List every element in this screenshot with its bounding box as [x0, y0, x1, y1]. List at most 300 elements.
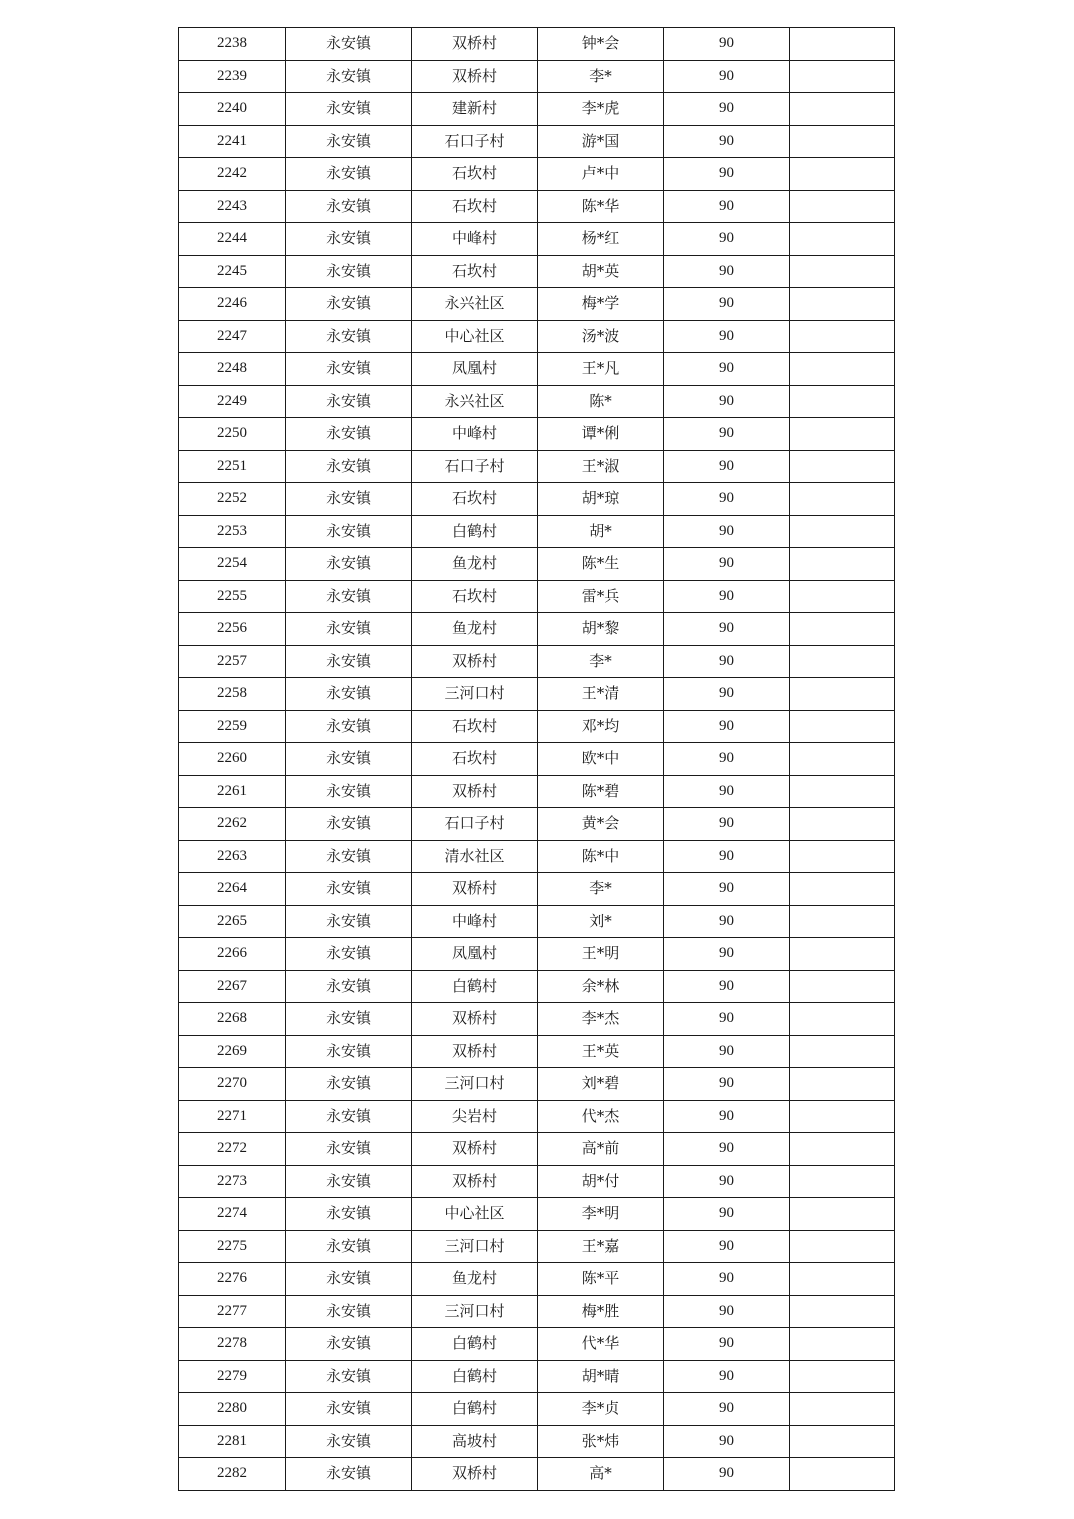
cell-note — [790, 1425, 895, 1458]
cell-town: 永安镇 — [286, 1198, 412, 1231]
cell-town: 永安镇 — [286, 385, 412, 418]
table-row — [179, 93, 895, 126]
table-row — [179, 743, 895, 776]
table-row — [179, 905, 895, 938]
cell-village: 白鹤村 — [412, 1360, 538, 1393]
cell-amount: 90 — [664, 483, 790, 516]
cell-amount: 90 — [664, 288, 790, 321]
cell-name: 王*英 — [538, 1035, 664, 1068]
cell-town: 永安镇 — [286, 158, 412, 191]
cell-town: 永安镇 — [286, 515, 412, 548]
cell-number: 2272 — [179, 1133, 286, 1166]
cell-amount: 90 — [664, 515, 790, 548]
cell-village: 建新村 — [412, 93, 538, 126]
cell-name: 李*贞 — [538, 1393, 664, 1426]
cell-town: 永安镇 — [286, 190, 412, 223]
cell-amount: 90 — [664, 1295, 790, 1328]
cell-number: 2254 — [179, 548, 286, 581]
table-row — [179, 385, 895, 418]
cell-amount: 90 — [664, 808, 790, 841]
cell-name: 李*虎 — [538, 93, 664, 126]
cell-name: 高*前 — [538, 1133, 664, 1166]
cell-number: 2242 — [179, 158, 286, 191]
table-row — [179, 483, 895, 516]
cell-name: 李*杰 — [538, 1003, 664, 1036]
cell-village: 高坡村 — [412, 1425, 538, 1458]
cell-name: 梅*学 — [538, 288, 664, 321]
cell-note — [790, 190, 895, 223]
cell-number: 2277 — [179, 1295, 286, 1328]
cell-note — [790, 288, 895, 321]
table-row — [179, 1100, 895, 1133]
cell-number: 2257 — [179, 645, 286, 678]
cell-note — [790, 710, 895, 743]
cell-note — [790, 1035, 895, 1068]
table-row — [179, 1230, 895, 1263]
cell-village: 鱼龙村 — [412, 1263, 538, 1296]
cell-number: 2274 — [179, 1198, 286, 1231]
cell-note — [790, 223, 895, 256]
cell-note — [790, 1393, 895, 1426]
cell-town: 永安镇 — [286, 1295, 412, 1328]
cell-number: 2281 — [179, 1425, 286, 1458]
cell-note — [790, 385, 895, 418]
table-row — [179, 515, 895, 548]
table-row — [179, 223, 895, 256]
cell-town: 永安镇 — [286, 710, 412, 743]
cell-village: 双桥村 — [412, 1035, 538, 1068]
cell-note — [790, 353, 895, 386]
cell-name: 李* — [538, 60, 664, 93]
cell-amount: 90 — [664, 743, 790, 776]
cell-amount: 90 — [664, 385, 790, 418]
table-row — [179, 548, 895, 581]
cell-amount: 90 — [664, 190, 790, 223]
cell-name: 卢*中 — [538, 158, 664, 191]
cell-number: 2250 — [179, 418, 286, 451]
cell-amount: 90 — [664, 1003, 790, 1036]
cell-amount: 90 — [664, 613, 790, 646]
cell-village: 石口子村 — [412, 808, 538, 841]
table-row — [179, 288, 895, 321]
cell-note — [790, 678, 895, 711]
cell-number: 2243 — [179, 190, 286, 223]
cell-note — [790, 418, 895, 451]
cell-number: 2259 — [179, 710, 286, 743]
cell-note — [790, 125, 895, 158]
table-row — [179, 353, 895, 386]
cell-amount: 90 — [664, 1230, 790, 1263]
cell-village: 永兴社区 — [412, 288, 538, 321]
cell-number: 2253 — [179, 515, 286, 548]
cell-number: 2248 — [179, 353, 286, 386]
cell-name: 谭*俐 — [538, 418, 664, 451]
table-row — [179, 1263, 895, 1296]
table-row — [179, 450, 895, 483]
cell-name: 李*明 — [538, 1198, 664, 1231]
cell-village: 双桥村 — [412, 1003, 538, 1036]
table-row — [179, 125, 895, 158]
table-row — [179, 678, 895, 711]
cell-village: 石坎村 — [412, 190, 538, 223]
cell-town: 永安镇 — [286, 450, 412, 483]
cell-town: 永安镇 — [286, 1458, 412, 1491]
cell-note — [790, 1133, 895, 1166]
cell-village: 石坎村 — [412, 743, 538, 776]
cell-town: 永安镇 — [286, 1068, 412, 1101]
subsidy-list-table — [178, 27, 895, 1491]
table-row — [179, 28, 895, 61]
cell-note — [790, 1458, 895, 1491]
cell-amount: 90 — [664, 1360, 790, 1393]
cell-name: 胡*付 — [538, 1165, 664, 1198]
cell-number: 2252 — [179, 483, 286, 516]
cell-name: 陈*平 — [538, 1263, 664, 1296]
cell-note — [790, 613, 895, 646]
cell-number: 2262 — [179, 808, 286, 841]
cell-name: 王*明 — [538, 938, 664, 971]
table-row — [179, 255, 895, 288]
cell-name: 杨*红 — [538, 223, 664, 256]
cell-number: 2251 — [179, 450, 286, 483]
cell-number: 2264 — [179, 873, 286, 906]
cell-town: 永安镇 — [286, 1263, 412, 1296]
cell-village: 中心社区 — [412, 1198, 538, 1231]
cell-town: 永安镇 — [286, 1035, 412, 1068]
cell-town: 永安镇 — [286, 93, 412, 126]
cell-number: 2270 — [179, 1068, 286, 1101]
cell-name: 王*凡 — [538, 353, 664, 386]
cell-amount: 90 — [664, 255, 790, 288]
cell-note — [790, 743, 895, 776]
cell-amount: 90 — [664, 60, 790, 93]
cell-note — [790, 28, 895, 61]
cell-amount: 90 — [664, 418, 790, 451]
cell-town: 永安镇 — [286, 353, 412, 386]
cell-note — [790, 320, 895, 353]
cell-name: 张*炜 — [538, 1425, 664, 1458]
cell-name: 胡*晴 — [538, 1360, 664, 1393]
cell-village: 中峰村 — [412, 905, 538, 938]
cell-name: 胡*黎 — [538, 613, 664, 646]
table-row — [179, 1165, 895, 1198]
cell-name: 胡*琼 — [538, 483, 664, 516]
cell-town: 永安镇 — [286, 548, 412, 581]
cell-village: 双桥村 — [412, 645, 538, 678]
cell-name: 刘*碧 — [538, 1068, 664, 1101]
cell-village: 三河口村 — [412, 1295, 538, 1328]
table-row — [179, 1068, 895, 1101]
cell-amount: 90 — [664, 840, 790, 873]
cell-name: 代*华 — [538, 1328, 664, 1361]
document-page — [178, 27, 894, 1491]
cell-note — [790, 1360, 895, 1393]
cell-town: 永安镇 — [286, 938, 412, 971]
cell-town: 永安镇 — [286, 905, 412, 938]
cell-village: 鱼龙村 — [412, 548, 538, 581]
table-row — [179, 710, 895, 743]
cell-village: 白鹤村 — [412, 970, 538, 1003]
cell-amount: 90 — [664, 1068, 790, 1101]
cell-town: 永安镇 — [286, 125, 412, 158]
table-row — [179, 1425, 895, 1458]
cell-number: 2271 — [179, 1100, 286, 1133]
cell-town: 永安镇 — [286, 483, 412, 516]
table-row — [179, 60, 895, 93]
cell-village: 中心社区 — [412, 320, 538, 353]
cell-name: 陈*生 — [538, 548, 664, 581]
cell-town: 永安镇 — [286, 288, 412, 321]
cell-name: 钟*会 — [538, 28, 664, 61]
cell-number: 2249 — [179, 385, 286, 418]
cell-town: 永安镇 — [286, 60, 412, 93]
cell-town: 永安镇 — [286, 580, 412, 613]
table-body — [179, 28, 895, 1491]
cell-name: 陈* — [538, 385, 664, 418]
cell-amount: 90 — [664, 645, 790, 678]
cell-name: 王*淑 — [538, 450, 664, 483]
cell-number: 2265 — [179, 905, 286, 938]
cell-amount: 90 — [664, 158, 790, 191]
cell-note — [790, 775, 895, 808]
cell-number: 2278 — [179, 1328, 286, 1361]
cell-number: 2244 — [179, 223, 286, 256]
cell-town: 永安镇 — [286, 775, 412, 808]
cell-note — [790, 905, 895, 938]
cell-town: 永安镇 — [286, 255, 412, 288]
cell-name: 陈*中 — [538, 840, 664, 873]
cell-village: 尖岩村 — [412, 1100, 538, 1133]
cell-number: 2256 — [179, 613, 286, 646]
cell-name: 余*林 — [538, 970, 664, 1003]
cell-amount: 90 — [664, 970, 790, 1003]
cell-amount: 90 — [664, 28, 790, 61]
cell-name: 王*清 — [538, 678, 664, 711]
table-row — [179, 1360, 895, 1393]
table-row — [179, 158, 895, 191]
cell-number: 2241 — [179, 125, 286, 158]
cell-number: 2269 — [179, 1035, 286, 1068]
cell-village: 中峰村 — [412, 418, 538, 451]
cell-number: 2263 — [179, 840, 286, 873]
cell-village: 石坎村 — [412, 710, 538, 743]
cell-village: 鱼龙村 — [412, 613, 538, 646]
cell-name: 王*嘉 — [538, 1230, 664, 1263]
cell-name: 汤*波 — [538, 320, 664, 353]
cell-number: 2273 — [179, 1165, 286, 1198]
cell-town: 永安镇 — [286, 1425, 412, 1458]
cell-amount: 90 — [664, 548, 790, 581]
cell-amount: 90 — [664, 580, 790, 613]
cell-town: 永安镇 — [286, 1133, 412, 1166]
cell-note — [790, 808, 895, 841]
table-row — [179, 1328, 895, 1361]
cell-name: 梅*胜 — [538, 1295, 664, 1328]
cell-town: 永安镇 — [286, 223, 412, 256]
cell-note — [790, 1165, 895, 1198]
cell-amount: 90 — [664, 905, 790, 938]
table-row — [179, 418, 895, 451]
cell-note — [790, 1068, 895, 1101]
table-row — [179, 938, 895, 971]
cell-number: 2246 — [179, 288, 286, 321]
cell-village: 石坎村 — [412, 158, 538, 191]
cell-village: 双桥村 — [412, 1458, 538, 1491]
cell-number: 2279 — [179, 1360, 286, 1393]
cell-amount: 90 — [664, 775, 790, 808]
cell-village: 永兴社区 — [412, 385, 538, 418]
cell-amount: 90 — [664, 93, 790, 126]
cell-note — [790, 970, 895, 1003]
cell-amount: 90 — [664, 1393, 790, 1426]
cell-number: 2280 — [179, 1393, 286, 1426]
cell-amount: 90 — [664, 938, 790, 971]
cell-number: 2266 — [179, 938, 286, 971]
cell-name: 陈*华 — [538, 190, 664, 223]
cell-name: 陈*碧 — [538, 775, 664, 808]
cell-number: 2268 — [179, 1003, 286, 1036]
cell-name: 高* — [538, 1458, 664, 1491]
cell-note — [790, 548, 895, 581]
table-row — [179, 808, 895, 841]
cell-name: 雷*兵 — [538, 580, 664, 613]
table-row — [179, 1458, 895, 1491]
cell-number: 2260 — [179, 743, 286, 776]
cell-village: 三河口村 — [412, 1068, 538, 1101]
cell-village: 石坎村 — [412, 255, 538, 288]
cell-village: 双桥村 — [412, 1133, 538, 1166]
cell-note — [790, 938, 895, 971]
cell-note — [790, 1100, 895, 1133]
cell-amount: 90 — [664, 1198, 790, 1231]
cell-town: 永安镇 — [286, 840, 412, 873]
cell-name: 刘* — [538, 905, 664, 938]
cell-name: 李* — [538, 645, 664, 678]
cell-village: 石坎村 — [412, 580, 538, 613]
cell-town: 永安镇 — [286, 645, 412, 678]
cell-amount: 90 — [664, 1165, 790, 1198]
cell-note — [790, 515, 895, 548]
cell-number: 2247 — [179, 320, 286, 353]
cell-number: 2255 — [179, 580, 286, 613]
cell-town: 永安镇 — [286, 1165, 412, 1198]
cell-name: 李* — [538, 873, 664, 906]
cell-amount: 90 — [664, 1035, 790, 1068]
cell-number: 2258 — [179, 678, 286, 711]
table-row — [179, 190, 895, 223]
cell-village: 清水社区 — [412, 840, 538, 873]
cell-note — [790, 645, 895, 678]
cell-town: 永安镇 — [286, 320, 412, 353]
cell-name: 欧*中 — [538, 743, 664, 776]
table-row — [179, 613, 895, 646]
cell-amount: 90 — [664, 223, 790, 256]
table-row — [179, 840, 895, 873]
cell-note — [790, 60, 895, 93]
cell-village: 白鹤村 — [412, 1393, 538, 1426]
cell-amount: 90 — [664, 450, 790, 483]
cell-number: 2261 — [179, 775, 286, 808]
cell-village: 双桥村 — [412, 775, 538, 808]
table-row — [179, 1198, 895, 1231]
cell-amount: 90 — [664, 678, 790, 711]
cell-number: 2245 — [179, 255, 286, 288]
cell-note — [790, 1003, 895, 1036]
cell-town: 永安镇 — [286, 873, 412, 906]
cell-note — [790, 255, 895, 288]
cell-note — [790, 1230, 895, 1263]
cell-town: 永安镇 — [286, 613, 412, 646]
cell-town: 永安镇 — [286, 678, 412, 711]
cell-village: 白鹤村 — [412, 515, 538, 548]
cell-amount: 90 — [664, 320, 790, 353]
cell-name: 邓*均 — [538, 710, 664, 743]
cell-amount: 90 — [664, 710, 790, 743]
cell-number: 2267 — [179, 970, 286, 1003]
cell-amount: 90 — [664, 1100, 790, 1133]
cell-village: 双桥村 — [412, 60, 538, 93]
cell-amount: 90 — [664, 1263, 790, 1296]
cell-village: 石坎村 — [412, 483, 538, 516]
cell-town: 永安镇 — [286, 418, 412, 451]
cell-note — [790, 840, 895, 873]
cell-amount: 90 — [664, 1133, 790, 1166]
table-row — [179, 1295, 895, 1328]
cell-village: 石口子村 — [412, 450, 538, 483]
cell-town: 永安镇 — [286, 970, 412, 1003]
cell-note — [790, 93, 895, 126]
cell-village: 双桥村 — [412, 873, 538, 906]
table-row — [179, 873, 895, 906]
cell-village: 石口子村 — [412, 125, 538, 158]
cell-number: 2282 — [179, 1458, 286, 1491]
cell-note — [790, 1295, 895, 1328]
table-row — [179, 320, 895, 353]
cell-note — [790, 450, 895, 483]
cell-number: 2240 — [179, 93, 286, 126]
table-row — [179, 645, 895, 678]
table-row — [179, 970, 895, 1003]
cell-village: 三河口村 — [412, 678, 538, 711]
cell-note — [790, 1328, 895, 1361]
cell-town: 永安镇 — [286, 28, 412, 61]
cell-village: 三河口村 — [412, 1230, 538, 1263]
cell-amount: 90 — [664, 353, 790, 386]
cell-village: 凤凰村 — [412, 353, 538, 386]
cell-town: 永安镇 — [286, 1393, 412, 1426]
cell-town: 永安镇 — [286, 1328, 412, 1361]
cell-name: 胡* — [538, 515, 664, 548]
table-row — [179, 580, 895, 613]
cell-name: 代*杰 — [538, 1100, 664, 1133]
cell-number: 2238 — [179, 28, 286, 61]
cell-town: 永安镇 — [286, 1003, 412, 1036]
cell-amount: 90 — [664, 873, 790, 906]
table-row — [179, 1133, 895, 1166]
cell-village: 凤凰村 — [412, 938, 538, 971]
cell-number: 2275 — [179, 1230, 286, 1263]
cell-number: 2239 — [179, 60, 286, 93]
cell-amount: 90 — [664, 1425, 790, 1458]
cell-village: 双桥村 — [412, 28, 538, 61]
cell-name: 胡*英 — [538, 255, 664, 288]
cell-note — [790, 483, 895, 516]
cell-amount: 90 — [664, 1328, 790, 1361]
table-row — [179, 1003, 895, 1036]
cell-village: 双桥村 — [412, 1165, 538, 1198]
table-row — [179, 1035, 895, 1068]
cell-town: 永安镇 — [286, 1360, 412, 1393]
